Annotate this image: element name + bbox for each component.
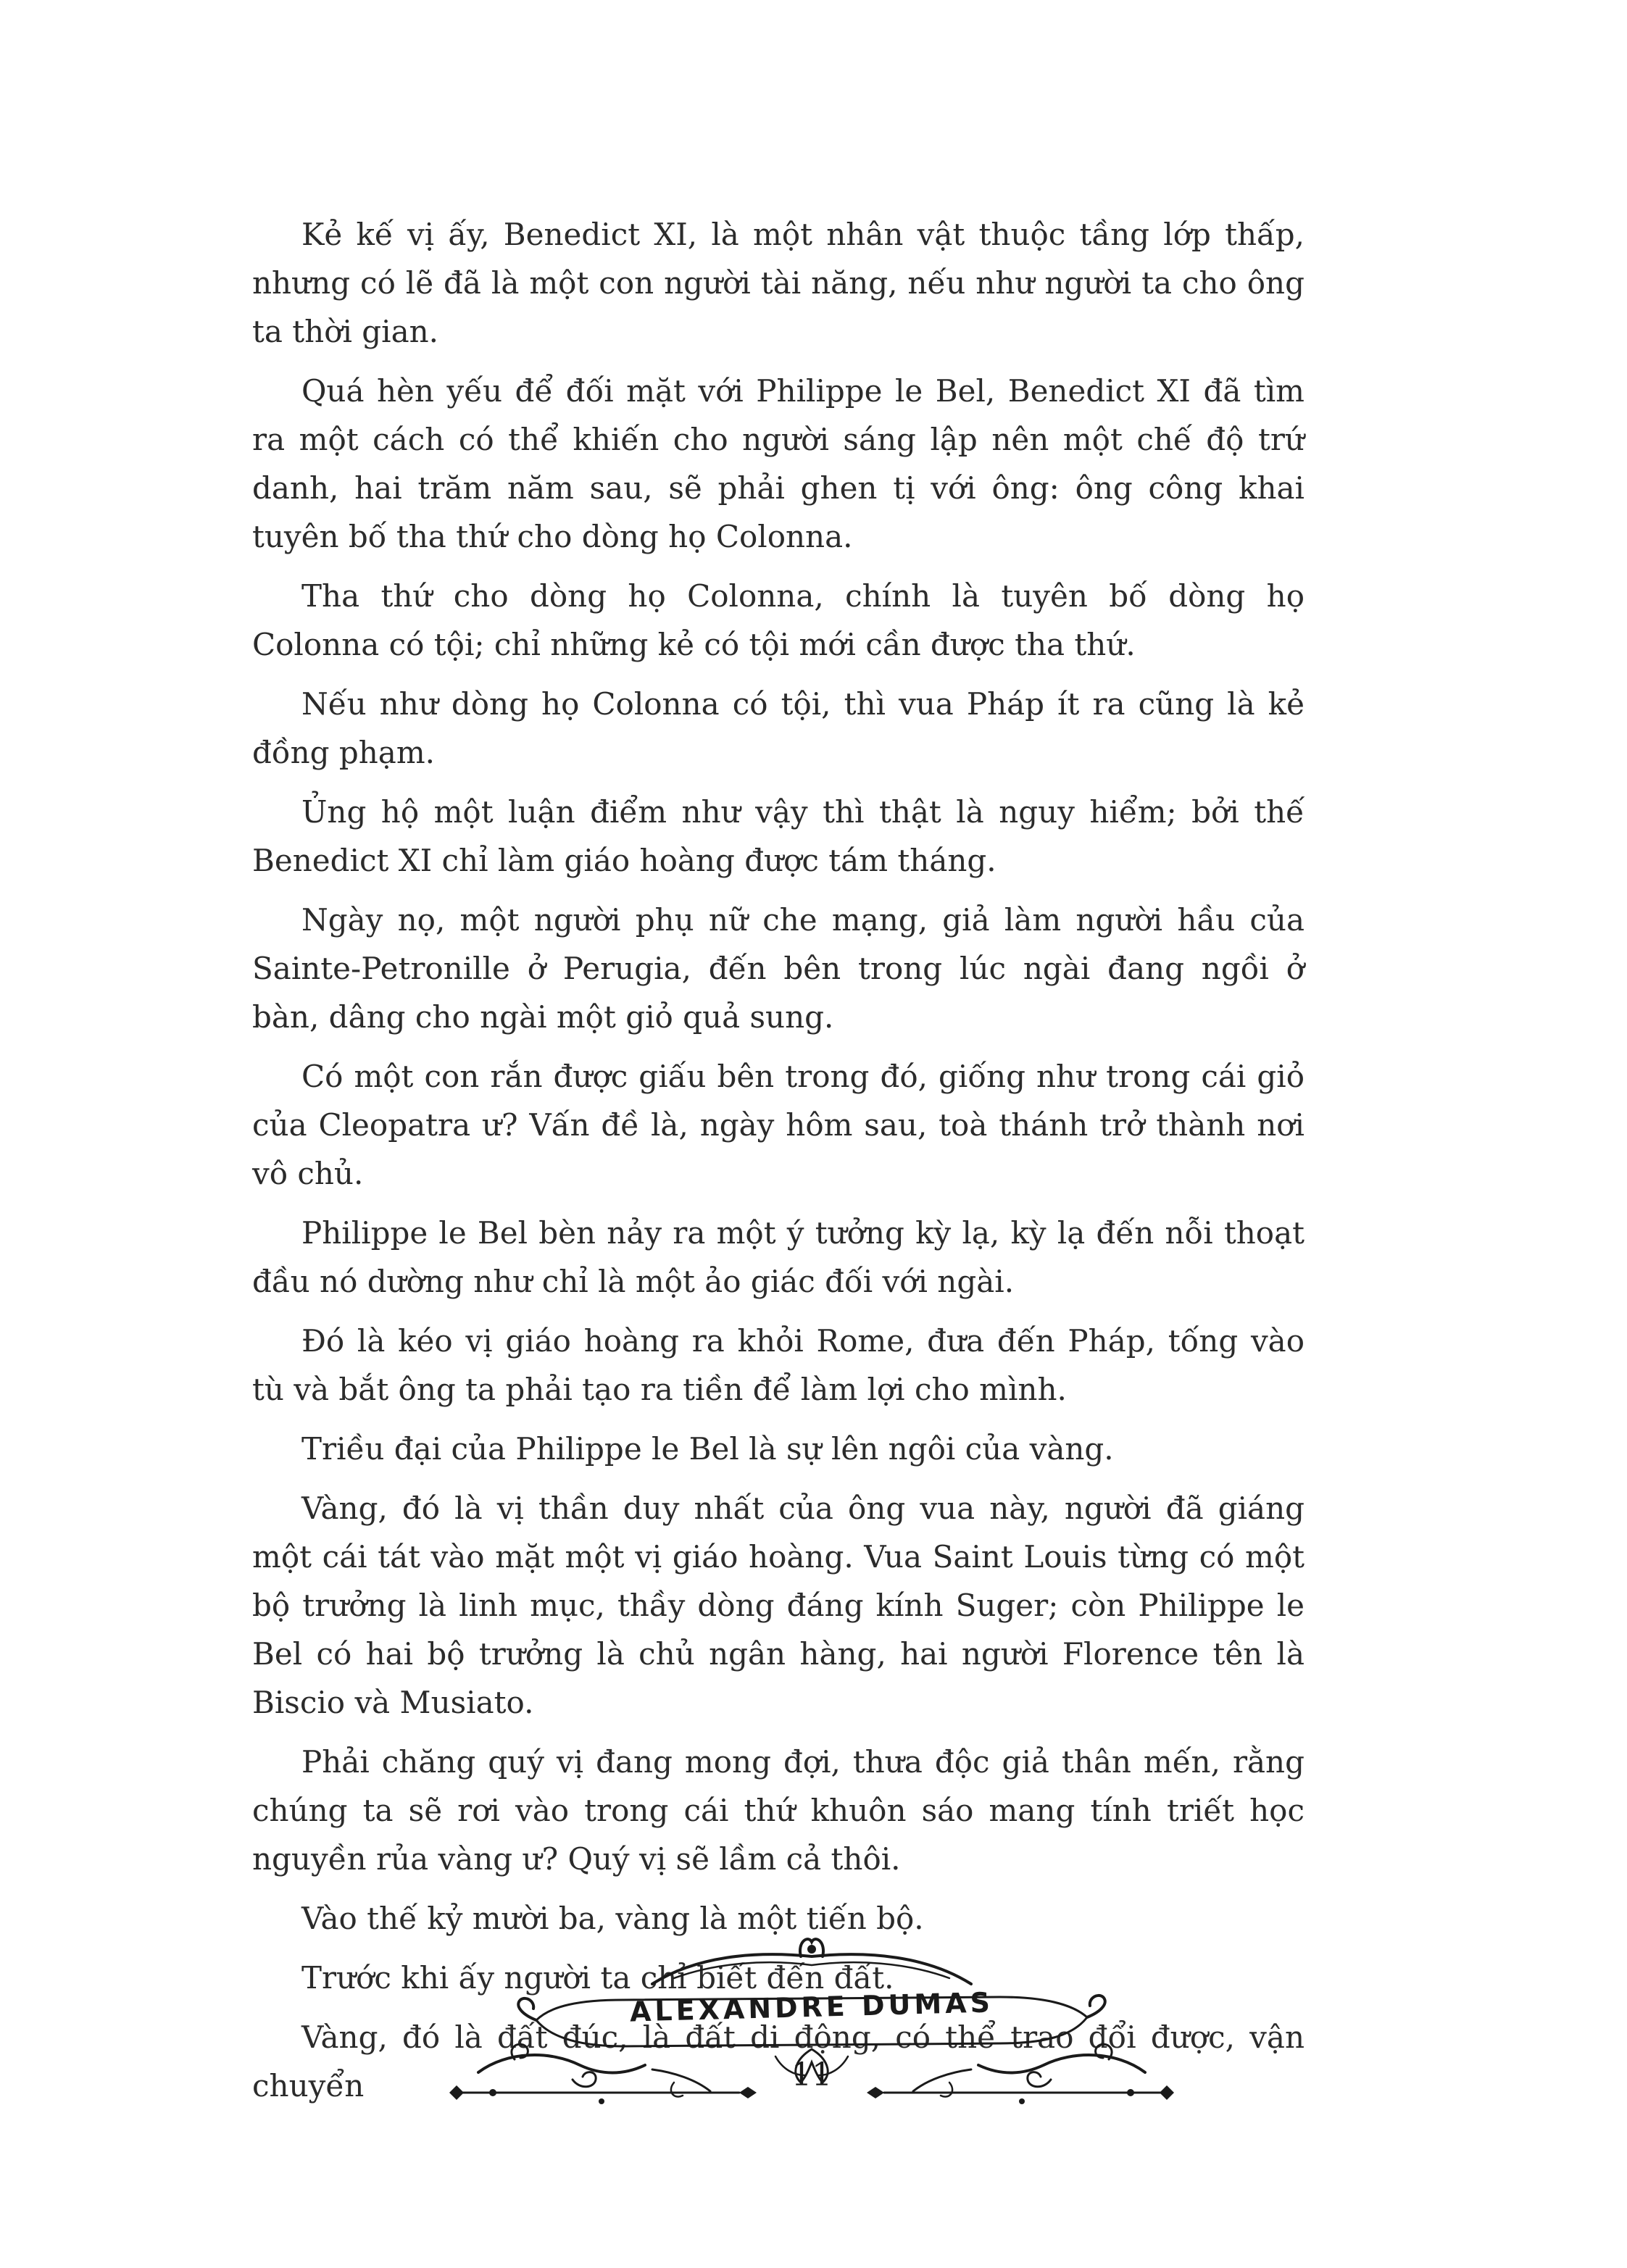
paragraph: Vàng, đó là vị thần duy nhất của ông vua này, người đã giáng một cái tát vào mặt một vị giáo hoàng. Vua Saint Louis từng có một bộ trưởng là linh mục, thầy dòng đáng kính Suger; còn Philippe le Bel có hai bộ trưởng là chủ ngân hàng, hai người Florence tên là Biscio và Musiato. (252, 1491, 1304, 1720)
paragraph: Vào thế kỷ mười ba, vàng là một tiến bộ. (301, 1901, 924, 1936)
page-text (252, 210, 1304, 2121)
paragraph: Kẻ kế vị ấy, Benedict XI, là một nhân vật thuộc tầng lớp thấp, nhưng có lẽ đã là một con người tài năng, nếu như người ta cho ông ta thời gian. (252, 217, 1304, 349)
paragraph: Quá hèn yếu để đối mặt với Philippe le Bel, Benedict XI đã tìm ra một cách có thể khiến cho người sáng lập nên một chế độ trứ danh, hai trăm năm sau, sẽ phải ghen tị với ông: ông công khai tuyên bố tha thứ cho dòng họ Colonna. (252, 373, 1304, 554)
paragraph: Philippe le Bel bèn nảy ra một ý tưởng kỳ lạ, kỳ lạ đến nỗi thoạt đầu nó dường như chỉ là một ảo giác đối với ngài. (252, 1215, 1304, 1299)
paragraph: Vàng, đó là đất đúc, là đất di động, có thể trao đổi được, vận chuyển (252, 2019, 1304, 2104)
paragraph: Nếu như dòng họ Colonna có tội, thì vua Pháp ít ra cũng là kẻ đồng phạm. (252, 686, 1304, 770)
paragraph: Có một con rắn được giấu bên trong đó, giống như trong cái giỏ của Cleopatra ư? Vấn đề là, ngày hôm sau, toà thánh trở thành nơi vô chủ. (252, 1059, 1304, 1191)
paragraph: Đó là kéo vị giáo hoàng ra khỏi Rome, đưa đến Pháp, tống vào tù và bắt ông ta phải tạo ra tiền để làm lợi cho mình. (252, 1323, 1304, 1407)
paragraph: Ngày nọ, một người phụ nữ che mạng, giả làm người hầu của Sainte-Petronille ở Perugia, đến bên trong lúc ngài đang ngồi ở bàn, dâng cho ngài một giỏ quả sung. (252, 902, 1304, 1035)
page-number: 11 (791, 2056, 832, 2093)
paragraph: Triều đại của Philippe le Bel là sự lên ngôi của vàng. (301, 1431, 1114, 1467)
page-footer-ornament (435, 1927, 1189, 2116)
paragraph: Tha thứ cho dòng họ Colonna, chính là tuyên bố dòng họ Colonna có tội; chỉ những kẻ có tội mới cần được tha thứ. (252, 578, 1304, 662)
paragraph: Ủng hộ một luận điểm như vậy thì thật là nguy hiểm; bởi thế Benedict XI chỉ làm giáo hoàng được tám tháng. (252, 794, 1304, 878)
paragraph: Phải chăng quý vị đang mong đợi, thưa độc giả thân mến, rằng chúng ta sẽ rơi vào trong cái thứ khuôn sáo mang tính triết học nguyền rủa vàng ư? Quý vị sẽ lầm cả thôi. (252, 1744, 1304, 1877)
author-banner-text: ALEXANDRE DUMAS (629, 1986, 994, 2028)
paragraph: Trước khi ấy người ta chỉ biết đến đất. (301, 1960, 894, 1996)
